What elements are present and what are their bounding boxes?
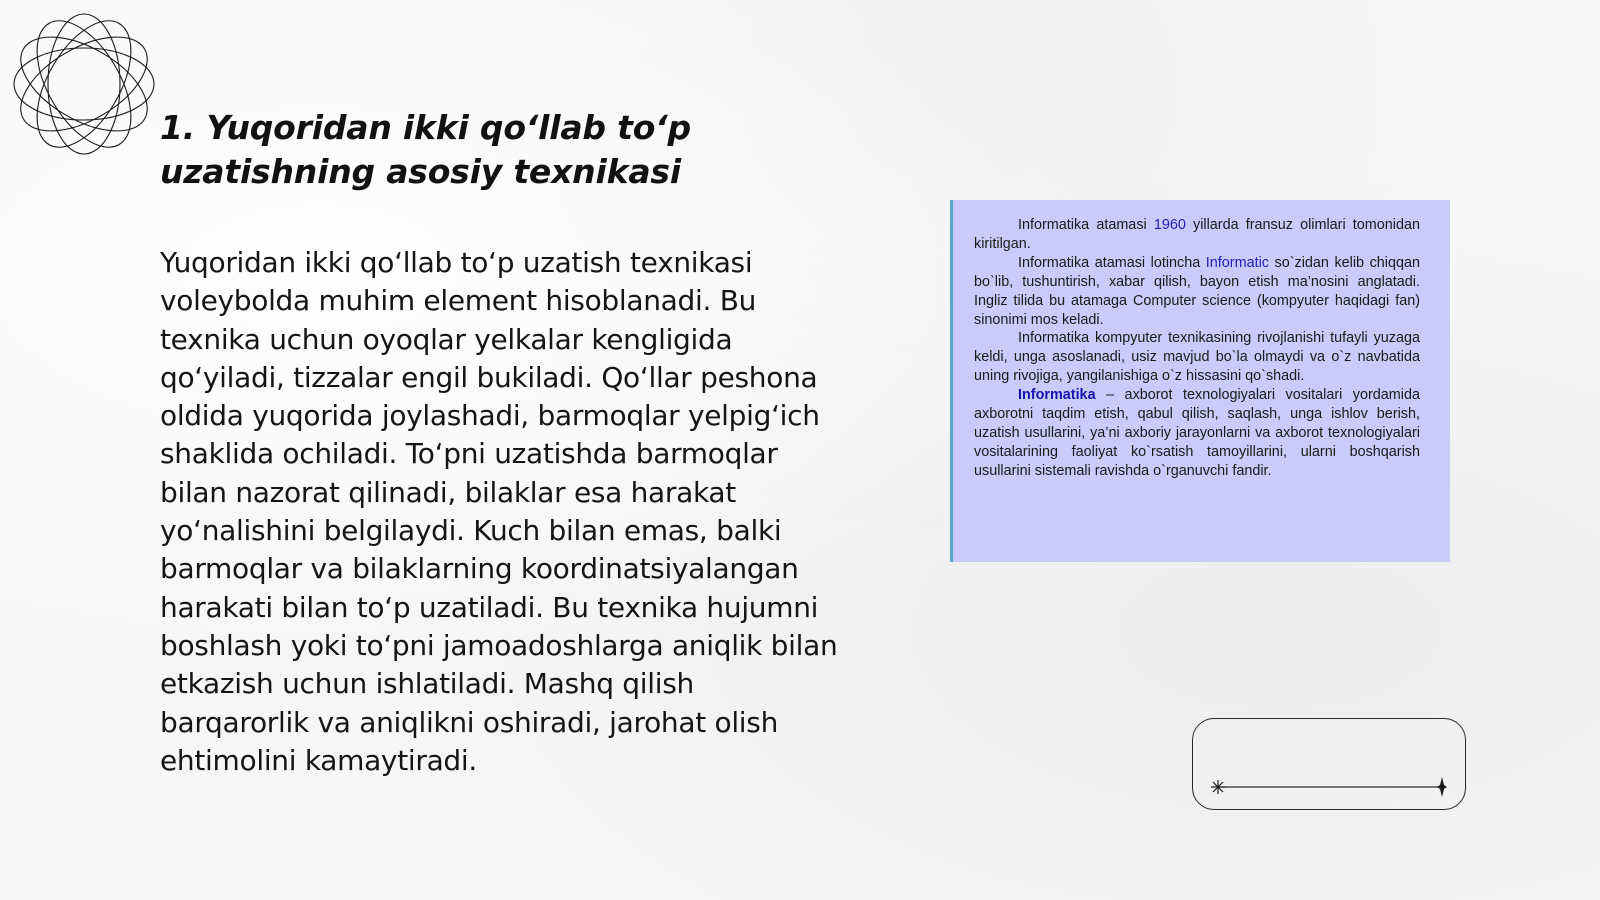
slide-body-text: Yuqoridan ikki qo‘llab to‘p uzatish texnikasi voleybolda muhim element hisoblanadi. Bu texnika uchun oyoqlar yelkalar kengligida qo‘yiladi, tizzalar engil bukiladi. Qo‘llar peshona oldida yuqorida joylashadi, barmoqlar yelpig‘ich shaklida ochiladi. To‘pni uzatishda barmoqlar bilan nazorat qilinadi, bilaklar esa harakat yo‘nalishini belgilaydi. Kuch bilan emas, balki barmoqlar va bilaklarning koordinatsiyalangan harakati bilan to‘p uzatiladi. Bu texnika hujumni boshlash yoki to‘pni jamoadoshlarga aniqlik bilan etkazish uchun ishlatiladi. Mashq qilish barqarorlik va aniqlikni oshiradi, jarohat olish ehtimolini kamaytiradi. (160, 246, 838, 777)
info-year: 1960 (1153, 217, 1186, 233)
info-paragraph-1 (974, 216, 1420, 254)
info-term: Informatika (1018, 387, 1096, 404)
slide-title: 1. Yuqoridan ikki qo‘llab to‘p uzatishning asosiy texnikasi (160, 108, 691, 191)
orbit-rings-icon (10, 10, 158, 158)
info-paragraph-4 (974, 386, 1420, 481)
info-text: Informatika atamasi lotincha (1018, 254, 1206, 271)
info-text: Informatika atamasi (1018, 217, 1154, 233)
info-paragraph-3: Informatika kompyuter texnikasining rivojlanishi tufayli yuzaga keldi, unga asoslanadi, usiz mavjud bo`la olmaydi va o`z navbatida uning rivojiga, yangilanishiga o`z hissasini qo`shadi. (974, 330, 1420, 385)
informatika-info-card (950, 200, 1450, 562)
info-text: – axborot texnologiyalari vositalari yordamida axborotni taqdim etish, qabul qilish, saqlash, unga ishlov berish, uzatish usullarini, ya’ni axboriy jarayonlarni va axborot texnologiyalari vositalarining faoliyat ko`rsatish tamoyillarini, ularni boshqarish usullarini sistemali ravishda o`rganuvchi fandir. (974, 387, 1420, 479)
info-latin-word: Informatic (1205, 254, 1269, 271)
sparkle-line-icon (1206, 774, 1452, 798)
info-paragraph-2 (974, 254, 1420, 330)
info-text: so`zidan kelib chiqqan bo`lib, tushuntirish, xabar qilish, bayon etish ma’nosini anglatadi. Ingliz tilida bu atamaga Computer science (kompyuter haqidagi fan) sinonimi mos keladi. (974, 254, 1420, 328)
info-text: yillarda fransuz olimlari tomonidan kiritilgan. (974, 217, 1420, 252)
